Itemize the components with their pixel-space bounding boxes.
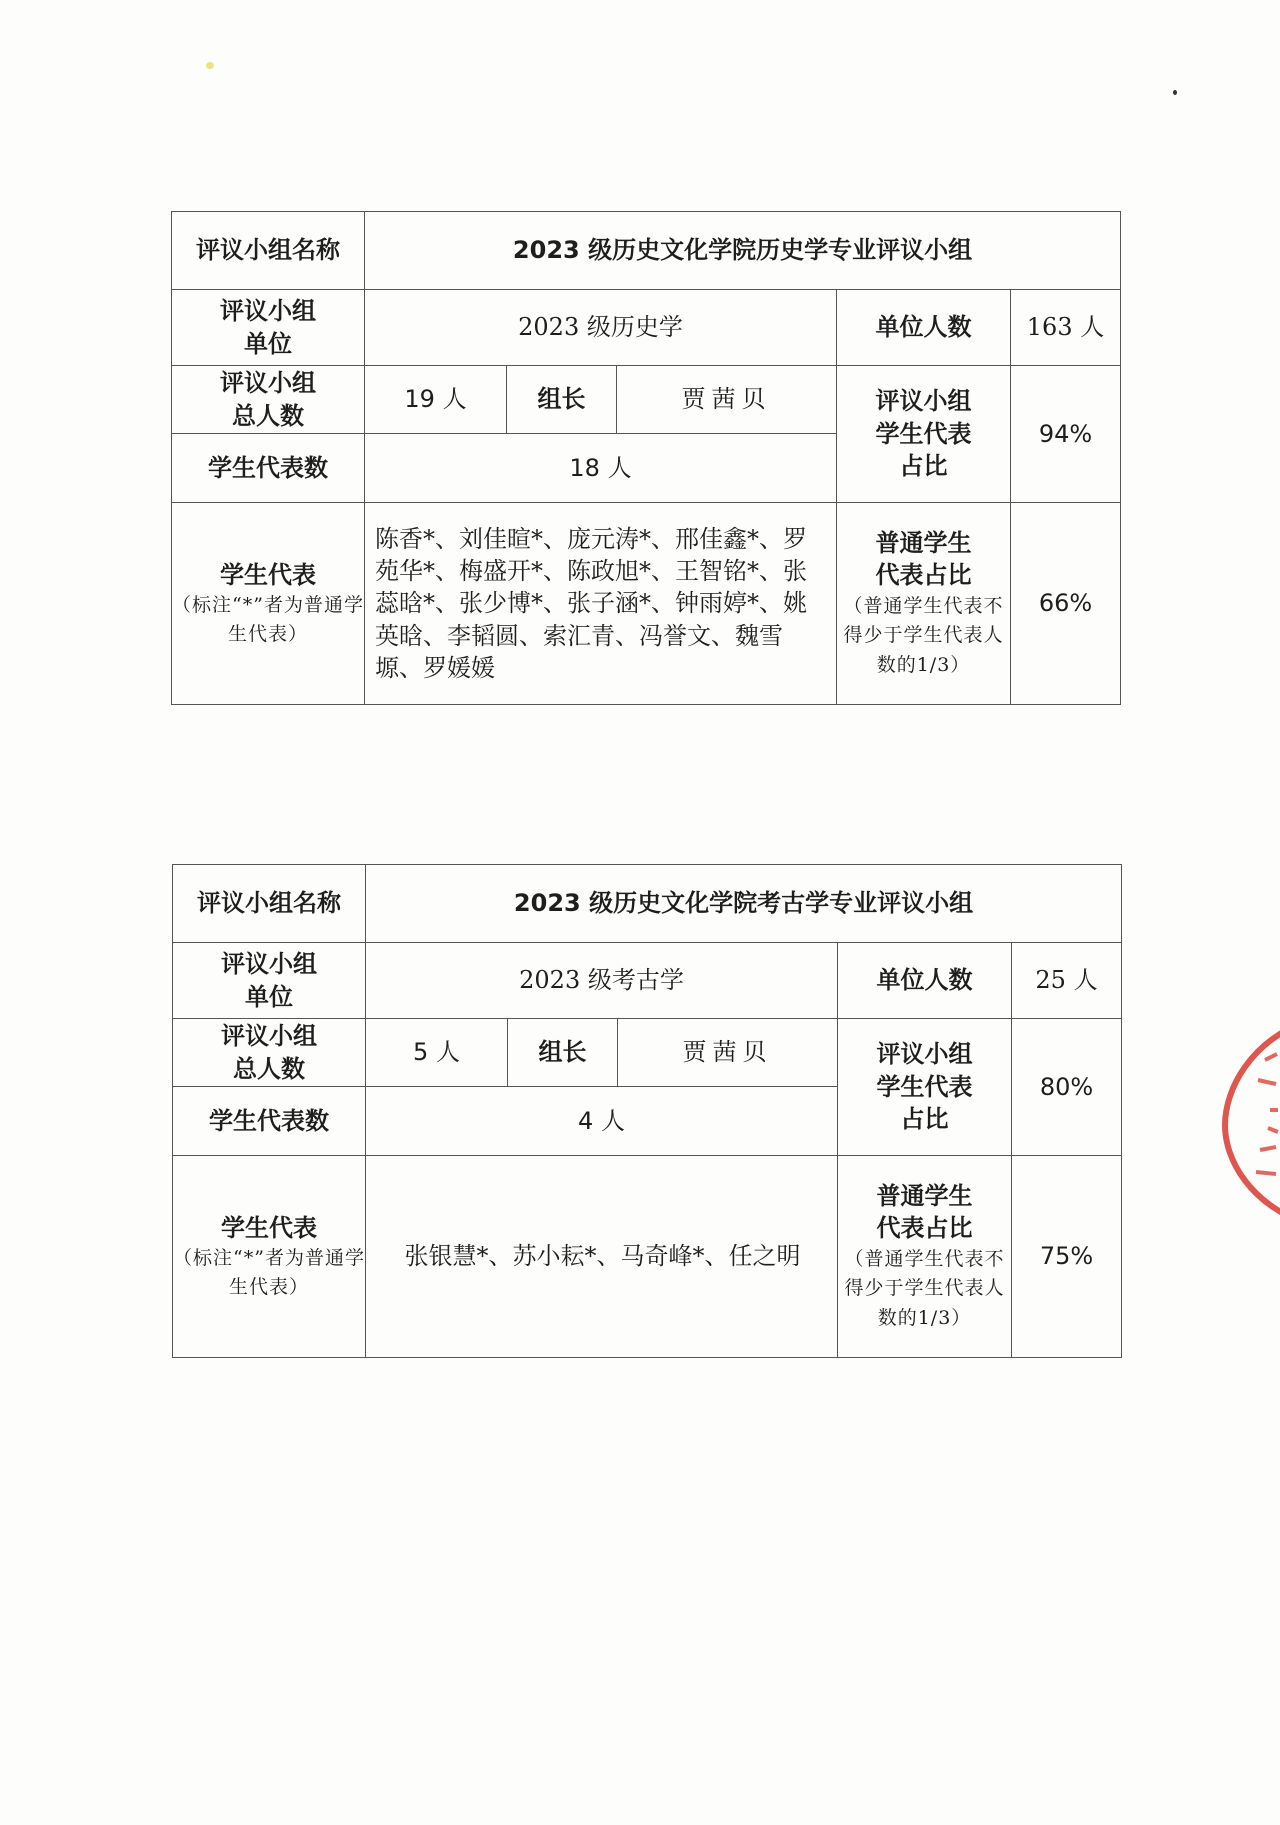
- unit-count-value: 25 人: [1012, 943, 1122, 1019]
- ordinary-ratio-value: 75%: [1012, 1156, 1122, 1358]
- ordinary-label: 普通学生 代表占比: [875, 528, 972, 590]
- leader-label: 组长: [508, 1019, 618, 1087]
- reps-list: 陈香*、刘佳暄*、庞元涛*、邢佳鑫*、罗苑华*、梅盛开*、陈政旭*、王智铭*、张蕊晗*、张少博*、张子涵*、钟雨婷*、姚英晗、李韬圆、索汇青、冯誉文、魏雪塬、罗媛媛: [365, 503, 837, 705]
- rep-count-value: 4 人: [366, 1087, 838, 1156]
- ratio-value: 80%: [1012, 1019, 1122, 1156]
- group-name-label: 评议小组名称: [173, 865, 366, 943]
- leader-value: 贾茜贝: [618, 1019, 838, 1087]
- total-value: 5 人: [366, 1019, 508, 1087]
- unit-label: 评议小组 单位: [173, 943, 366, 1019]
- official-seal-icon: [1210, 1000, 1280, 1240]
- leader-value: 贾茜贝: [617, 366, 837, 434]
- rep-count-value: 18 人: [365, 434, 837, 503]
- unit-value: 2023 级考古学: [366, 943, 838, 1019]
- group-name-value: 2023 级历史文化学院考古学专业评议小组: [366, 865, 1122, 943]
- unit-label: 评议小组 单位: [172, 290, 365, 366]
- ratio-value: 94%: [1011, 366, 1121, 503]
- ordinary-label-cell: [837, 503, 1011, 705]
- reps-label-cell: [172, 503, 365, 705]
- unit-count-value: 163 人: [1011, 290, 1121, 366]
- reps-note: （标注“*”者为普通学生代表）: [172, 594, 364, 645]
- ordinary-label-cell: [838, 1156, 1012, 1358]
- ordinary-note: （普通学生代表不得少于学生代表人数的1/3）: [844, 1247, 1005, 1329]
- ordinary-ratio-value: 66%: [1011, 503, 1121, 705]
- total-label: 评议小组 总人数: [173, 1019, 366, 1087]
- group-name-label: 评议小组名称: [172, 212, 365, 290]
- review-group-table-history: [171, 211, 1121, 705]
- unit-count-label: 单位人数: [837, 290, 1011, 366]
- reps-label-cell: [173, 1156, 366, 1358]
- paper-speck: [206, 62, 214, 69]
- group-name-value: 2023 级历史文化学院历史学专业评议小组: [365, 212, 1121, 290]
- leader-label: 组长: [507, 366, 617, 434]
- unit-value: 2023 级历史学: [365, 290, 837, 366]
- paper-speck: [1173, 90, 1177, 95]
- ratio-label: 评议小组 学生代表 占比: [837, 366, 1011, 503]
- reps-list: 张银慧*、苏小耘*、马奇峰*、任之明: [366, 1156, 838, 1358]
- rep-count-label: 学生代表数: [172, 434, 365, 503]
- ordinary-note: （普通学生代表不得少于学生代表人数的1/3）: [843, 594, 1004, 676]
- reps-note: （标注“*”者为普通学生代表）: [173, 1247, 365, 1298]
- rep-count-label: 学生代表数: [173, 1087, 366, 1156]
- ordinary-label: 普通学生 代表占比: [876, 1181, 973, 1243]
- reps-label: 学生代表: [220, 560, 316, 589]
- review-group-table-archaeology: [172, 864, 1122, 1358]
- unit-count-label: 单位人数: [838, 943, 1012, 1019]
- reps-label: 学生代表: [221, 1213, 317, 1242]
- ratio-label: 评议小组 学生代表 占比: [838, 1019, 1012, 1156]
- total-label: 评议小组 总人数: [172, 366, 365, 434]
- total-value: 19 人: [365, 366, 507, 434]
